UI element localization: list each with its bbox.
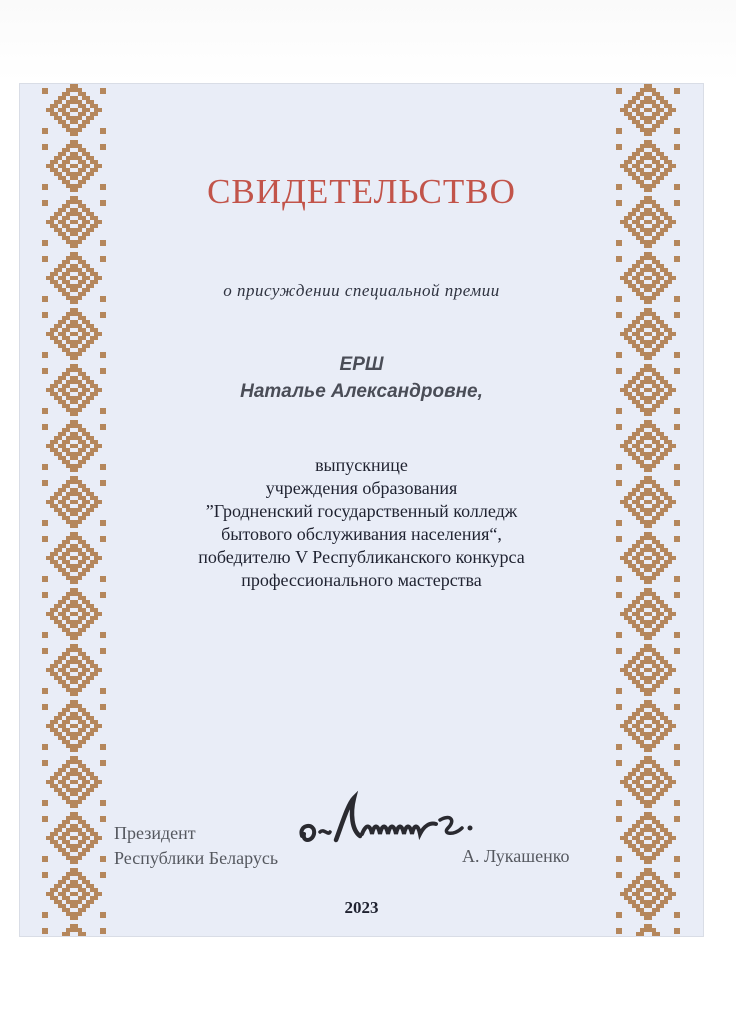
recipient-surname: ЕРШ [339, 354, 384, 375]
signature-image [290, 784, 490, 864]
signer-name: А. Лукашенко [462, 846, 570, 866]
certificate-title: СВИДЕТЕЛЬСТВО [207, 172, 516, 211]
certificate-year: 2023 [344, 898, 379, 917]
certificate-body [20, 454, 703, 592]
certificate-subtitle: о присуждении специальной премии [223, 281, 500, 300]
signer-position-line2: Республики Беларусь [114, 848, 279, 868]
body-line: учреждения образования [265, 478, 458, 498]
recipient-name: Наталье Александровне, [240, 381, 483, 402]
body-line: профессионального мастерства [241, 570, 482, 590]
signer-position [114, 821, 278, 871]
certificate-sheet [20, 84, 703, 936]
signer-position-line1: Президент [114, 823, 196, 843]
body-line: бытового обслуживания населения“, [221, 524, 502, 544]
body-line: ”Гродненский государственный колледж [205, 501, 518, 521]
body-line: победителю V Республиканского конкурса [198, 547, 525, 567]
body-line: выпускнице [315, 455, 408, 475]
